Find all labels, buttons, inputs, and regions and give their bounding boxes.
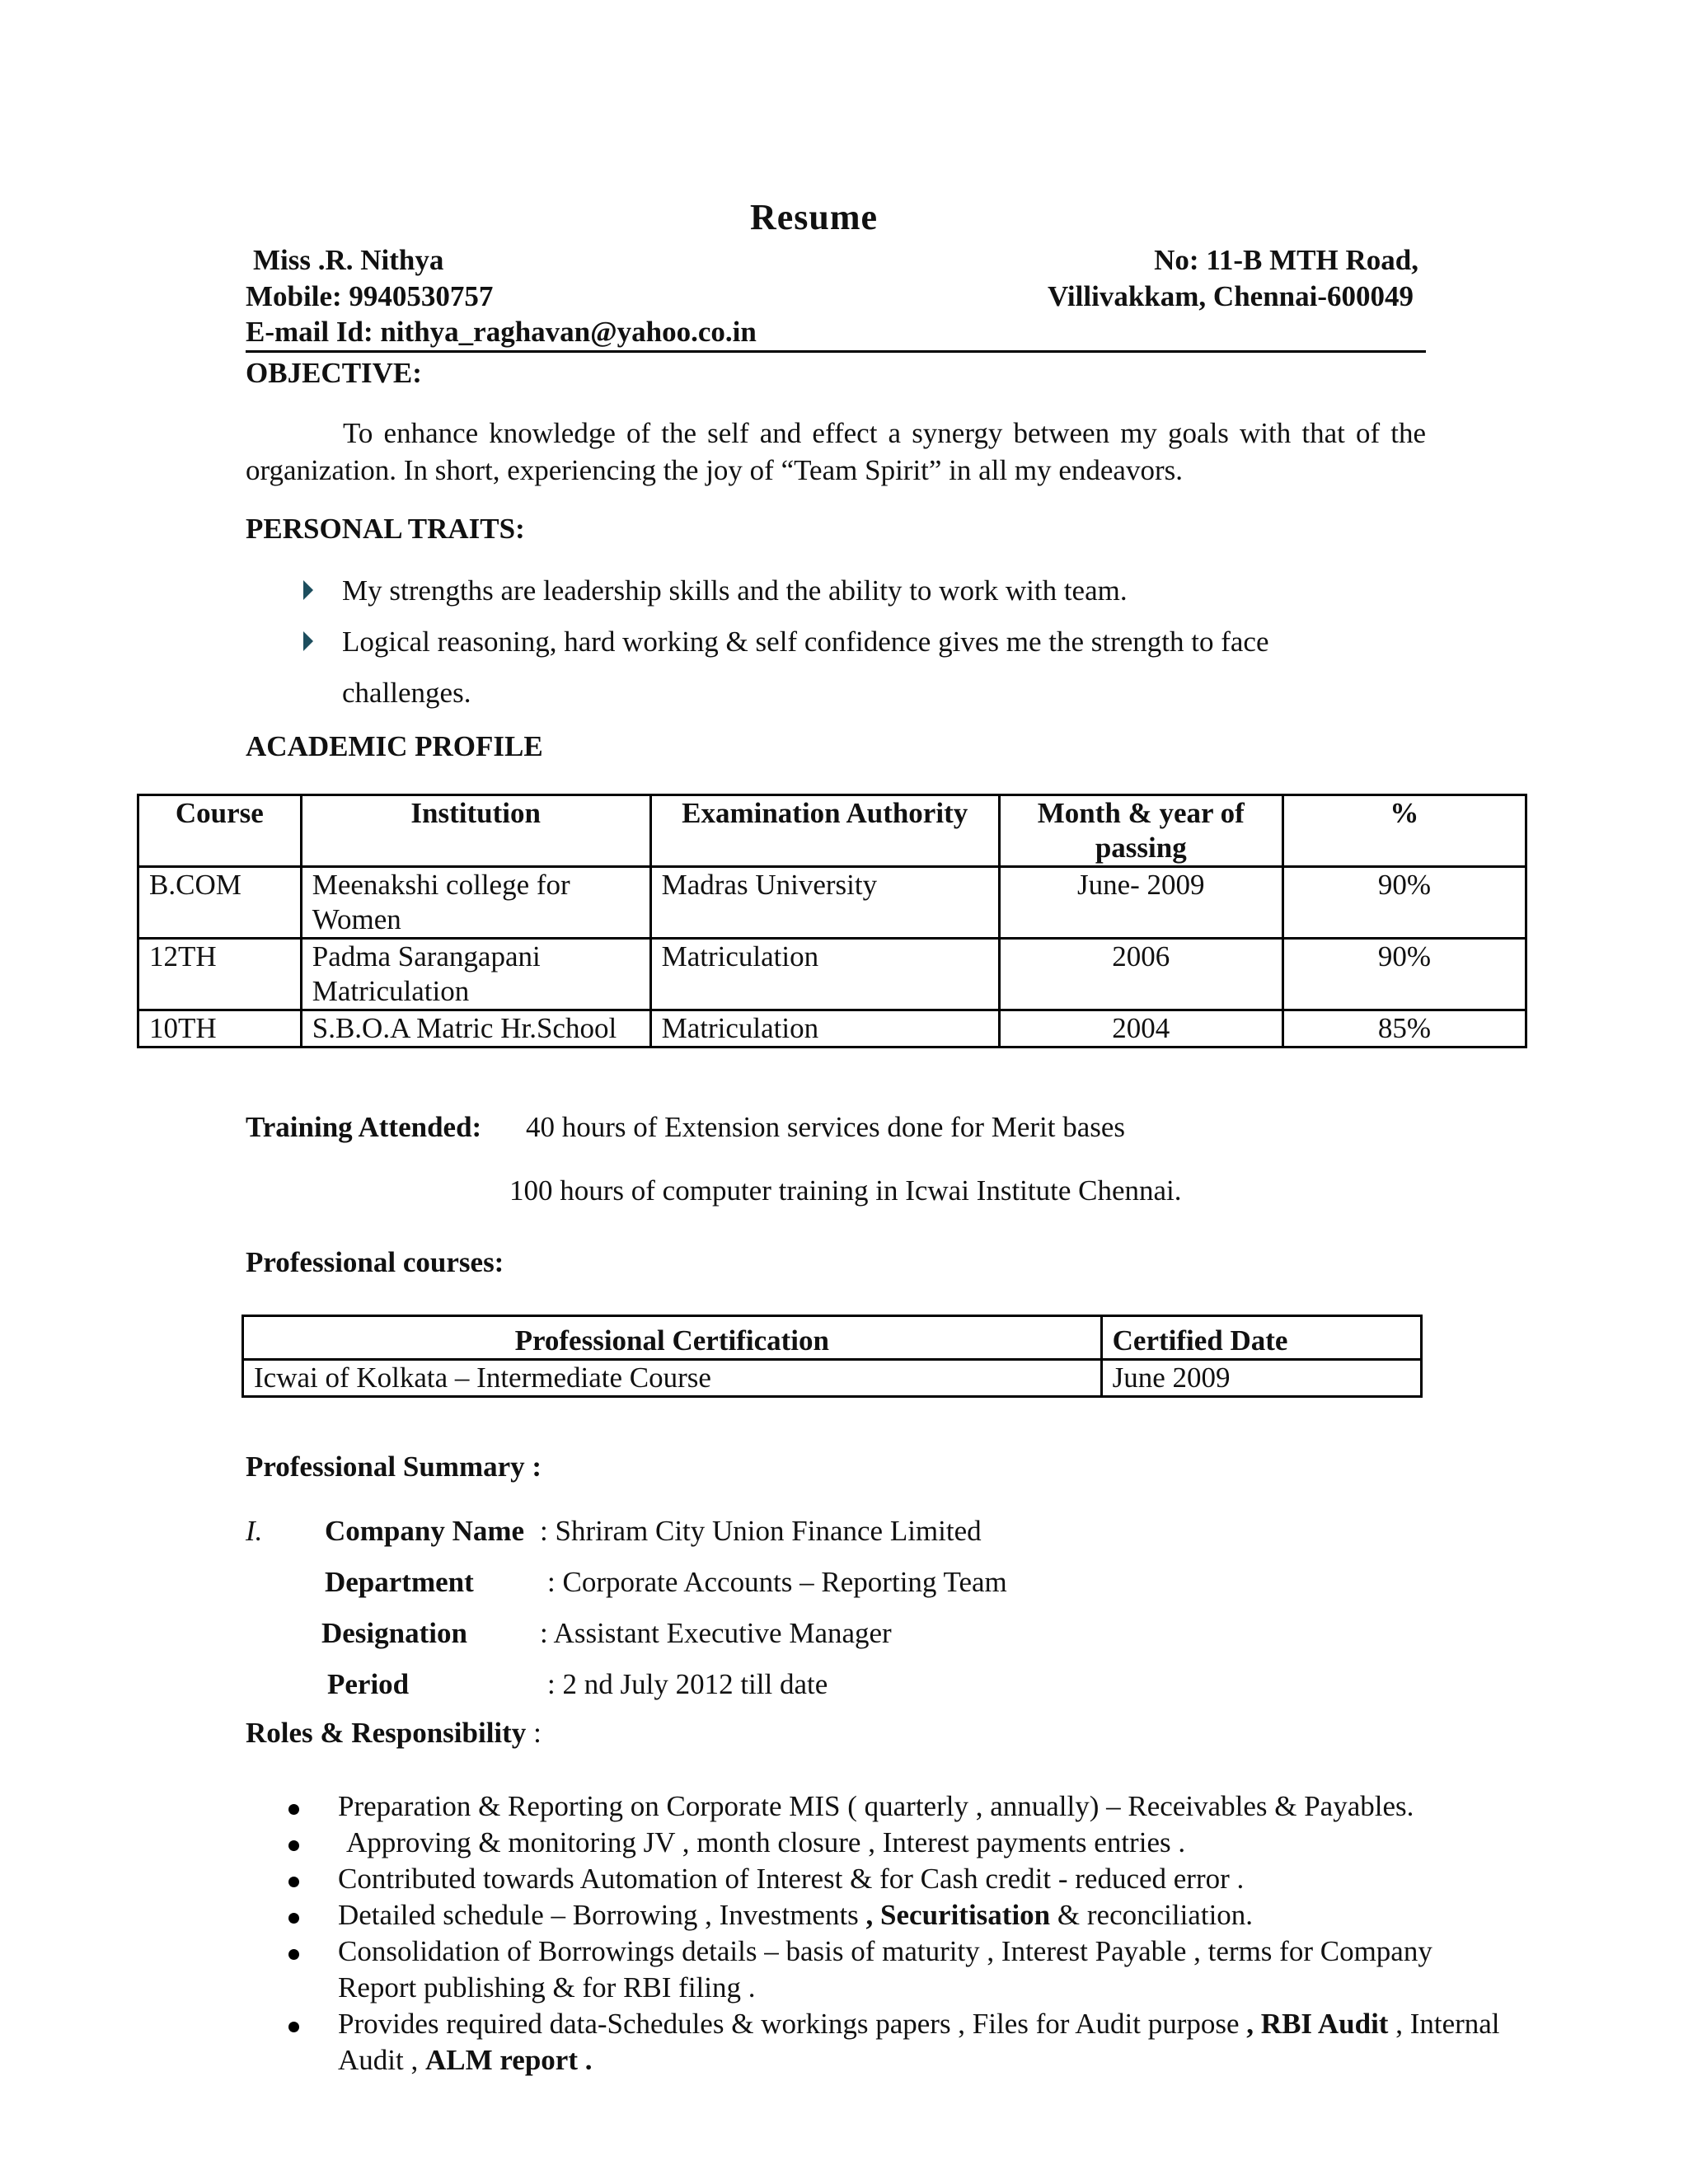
department-value: : Corporate Accounts – Reporting Team [547,1566,1007,1598]
role-text: Provides required data-Schedules & workings papers , Files for Audit purpose [338,2008,1247,2040]
courses-heading: Professional courses: [246,1246,504,1278]
trait-item: My strengths are leadership skills and the ability to work with team. [342,574,1128,607]
cell-course: B.COM [138,867,302,939]
bullet-dot-icon [288,2022,299,2032]
cell-course: 10TH [138,1010,302,1047]
cell-authority: Matriculation [650,1010,999,1047]
mobile-number: Mobile: 9940530757 [246,280,494,312]
table-row [243,1360,1422,1397]
col-header-certified-date: Certified Date [1101,1316,1421,1360]
col-header-course: Course [138,795,302,867]
cell-passing: 2004 [999,1010,1282,1047]
col-header-passing: Month & year of passing [999,795,1282,867]
summary-heading: Professional Summary : [246,1451,542,1483]
roles-heading-line [246,1717,542,1750]
role-item: Contributed towards Automation of Interest & for Cash credit - reduced error . [338,1863,1245,1895]
cell-percent: 90% [1282,939,1526,1010]
period-label: Period [327,1668,410,1700]
role-item-continued [338,2042,592,2079]
cell-passing: June- 2009 [999,867,1282,939]
bullet-arrow-icon [303,580,313,600]
role-item [338,2006,1500,2042]
col-header-percent: % [1282,795,1526,867]
cell-institution: Meenakshi college for Women [301,867,650,939]
role-text-bold: , RBI Audit [1246,2008,1389,2040]
training-label: Training Attended: [246,1111,482,1143]
training-line-1: 40 hours of Extension services done for Merit bases [526,1111,1126,1143]
designation-value: : Assistant Executive Manager [540,1617,892,1649]
role-item: Preparation & Reporting on Corporate MIS ( quarterly , annually) – Receivables & Payables. [338,1790,1414,1822]
summary-numeral: I. [246,1515,263,1547]
col-header-certification: Professional Certification [243,1316,1102,1360]
table-header-row [138,795,1526,867]
traits-heading: PERSONAL TRAITS: [246,513,525,545]
email-address: E-mail Id: nithya_raghavan@yahoo.co.in [246,316,757,348]
col-header-authority: Examination Authority [650,795,999,867]
role-text: & reconciliation. [1050,1899,1254,1931]
company-value: : Shriram City Union Finance Limited [540,1515,982,1547]
candidate-name: Miss .R. Nithya [253,244,444,276]
academic-heading: ACADEMIC PROFILE [246,730,543,762]
bullet-dot-icon [288,1949,299,1960]
cell-percent: 90% [1282,867,1526,939]
table-header-row [243,1316,1422,1360]
academic-table [137,794,1527,1048]
roles-heading: Roles & Responsibility [246,1717,527,1749]
role-item-continued: Report publishing & for RBI filing . [338,1971,756,2004]
cell-institution: Padma Sarangapani Matriculation [301,939,650,1010]
role-item: Consolidation of Borrowings details – basis of maturity , Interest Payable , terms for Company [338,1935,1432,1967]
cell-authority: Madras University [650,867,999,939]
period-value: : 2 nd July 2012 till date [547,1668,828,1700]
bullet-dot-icon [288,1840,299,1851]
table-row [138,1010,1526,1047]
role-text: , Internal [1388,2008,1500,2040]
header-divider [246,350,1426,353]
roles-heading-colon: : [526,1717,542,1749]
training-line-2: 100 hours of computer training in Icwai Institute Chennai. [509,1174,1182,1207]
cell-institution: S.B.O.A Matric Hr.School [301,1010,650,1047]
trait-item-continued: challenges. [342,677,471,709]
col-header-institution: Institution [301,795,650,867]
bullet-arrow-icon [303,631,313,651]
objective-heading: OBJECTIVE: [246,357,422,389]
role-item [338,1897,1253,1933]
role-text-bold: , Securitisation [865,1899,1051,1931]
cell-course: 12TH [138,939,302,1010]
bullet-dot-icon [288,1877,299,1887]
designation-label: Designation [321,1617,467,1649]
trait-item: Logical reasoning, hard working & self confidence gives me the strength to face [342,626,1269,658]
objective-text: To enhance knowledge of the self and effect a synergy between my goals with that of the organization. In short, experiencing the joy of “Team Spirit” in all my endeavors. [246,417,1426,486]
cell-authority: Matriculation [650,939,999,1010]
cell-percent: 85% [1282,1010,1526,1047]
department-label: Department [325,1566,474,1598]
table-row [138,867,1526,939]
role-item: Approving & monitoring JV , month closure , Interest payments entries . [346,1826,1186,1858]
courses-table [241,1315,1423,1398]
address-line-2: Villivakkam, Chennai-600049 [1047,280,1414,312]
bullet-dot-icon [288,1913,299,1924]
table-row [138,939,1526,1010]
cell-certification: Icwai of Kolkata – Intermediate Course [243,1360,1102,1397]
role-text: Audit , [338,2044,425,2076]
role-text-bold: ALM report . [424,2044,593,2076]
page-title: Resume [750,197,879,237]
role-text: Detailed schedule – Borrowing , Investments [338,1899,866,1931]
company-label: Company Name [325,1515,525,1547]
address-line-1: No: 11-B MTH Road, [1154,244,1418,276]
bullet-dot-icon [288,1804,299,1815]
cell-certified-date: June 2009 [1101,1360,1421,1397]
cell-passing: 2006 [999,939,1282,1010]
